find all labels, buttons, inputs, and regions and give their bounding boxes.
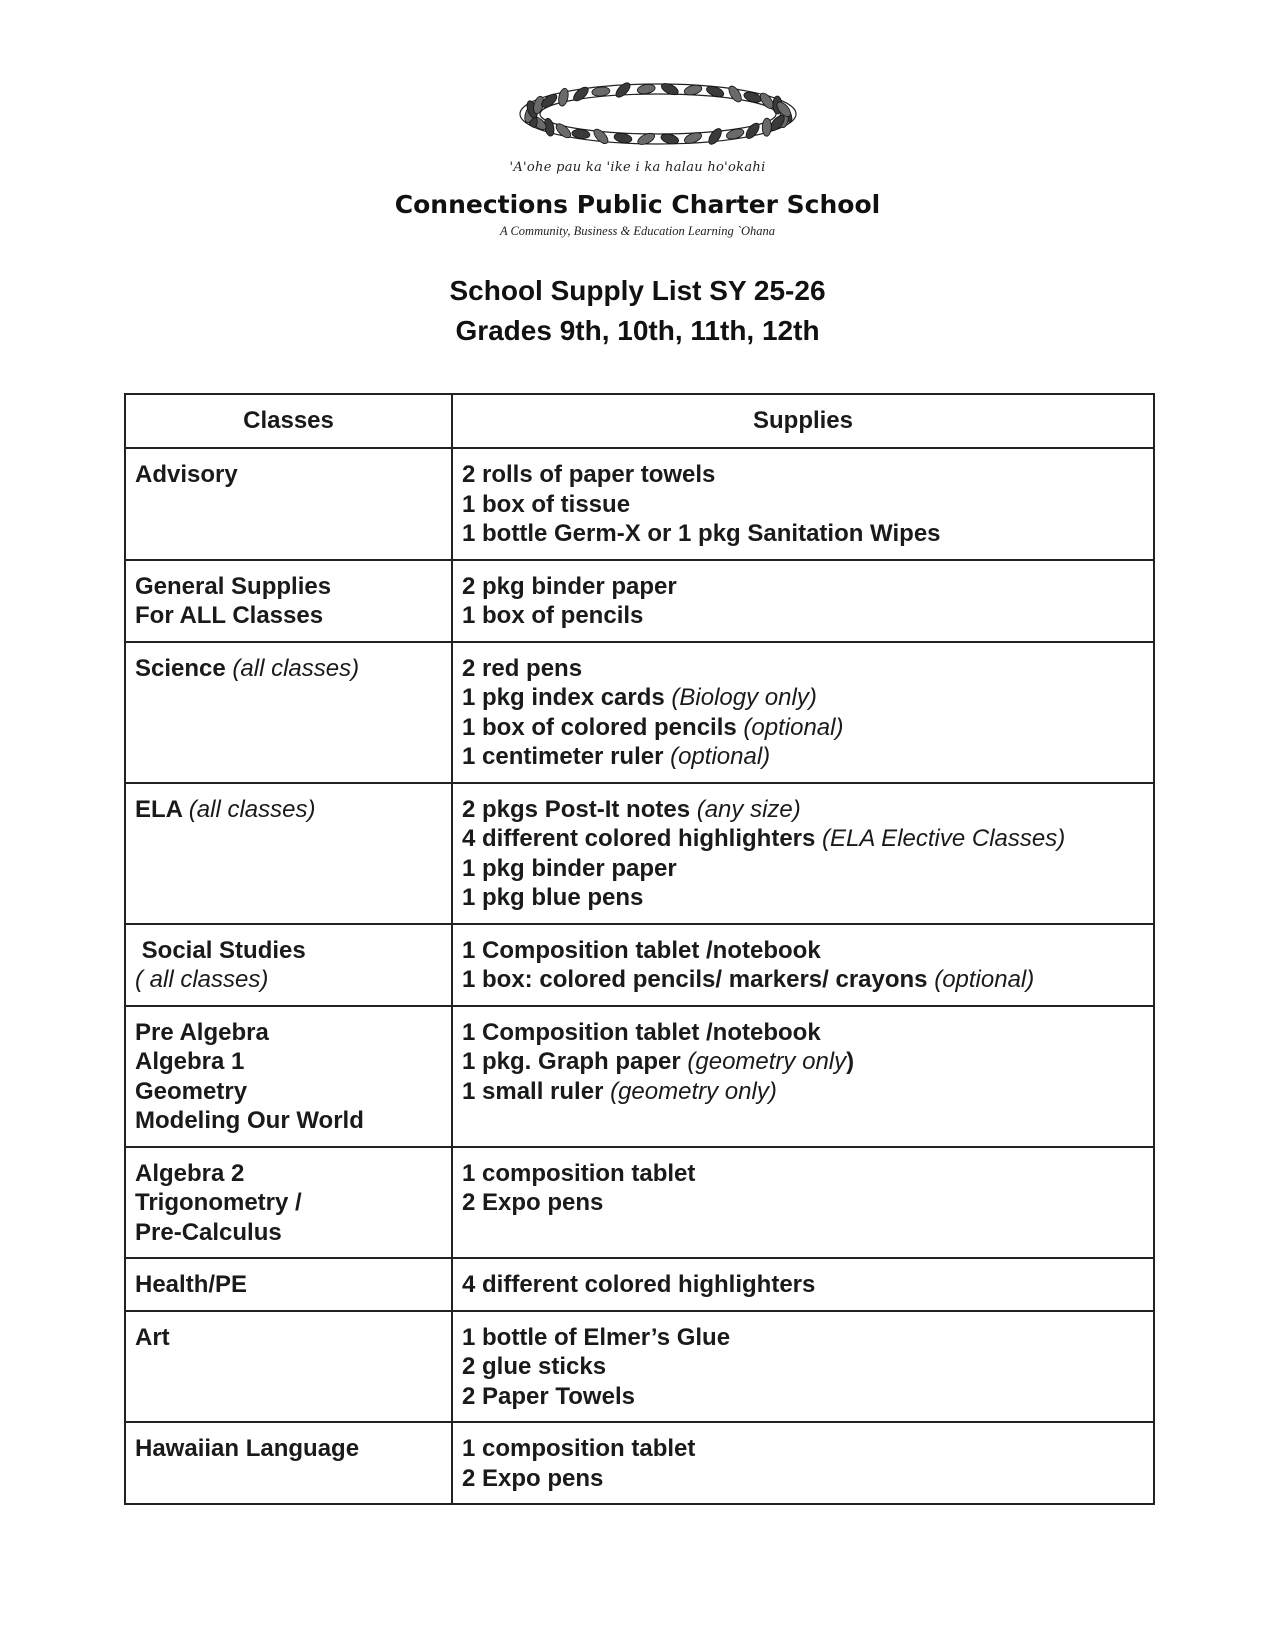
supplies-cell	[452, 924, 1154, 1006]
table-row	[125, 642, 1154, 783]
class-line-text: Advisory	[135, 461, 238, 488]
supplies-cell	[452, 560, 1154, 642]
class-line	[135, 1270, 442, 1300]
wreath-leaf	[557, 87, 570, 106]
table-row	[125, 1422, 1154, 1504]
supply-line-text: 1 pkg index cards	[462, 684, 665, 711]
supplies-cell	[452, 642, 1154, 783]
supply-line-text: 2 Expo pens	[462, 1464, 604, 1492]
supply-line	[462, 460, 1144, 490]
class-line-text: Art	[135, 1323, 170, 1351]
supply-line-text: 1 pkg blue pens	[462, 884, 644, 911]
class-line-note: ( all classes)	[135, 966, 269, 993]
class-line	[135, 1047, 442, 1077]
class-cell	[125, 642, 452, 783]
class-line	[135, 460, 442, 490]
supply-line-text: 4 different colored highlighters	[462, 1271, 816, 1298]
class-line	[135, 1434, 442, 1464]
supply-line	[462, 795, 1144, 825]
class-line	[135, 965, 442, 995]
table-row	[125, 560, 1154, 642]
class-line-note: (all classes)	[188, 795, 316, 823]
supply-line-text: 1 box: colored pencils/ markers/ crayons	[462, 966, 928, 993]
school-tagline: A Community, Business & Education Learning `Ohana	[499, 224, 776, 238]
wreath-leaf	[725, 127, 745, 141]
wreath-leaf	[591, 127, 610, 146]
column-header-supplies: Supplies	[452, 394, 1154, 448]
supply-line-text: 4 different colored highlighters	[462, 825, 816, 852]
supply-line	[462, 1434, 1144, 1464]
supply-line	[462, 654, 1144, 684]
supplies-cell	[452, 1422, 1154, 1504]
supply-line	[462, 1047, 1144, 1077]
supply-line-tail: )	[846, 1048, 855, 1075]
supply-line	[462, 1077, 1144, 1107]
class-line	[135, 572, 442, 602]
supply-line	[462, 713, 1144, 743]
class-line-text: Trigonometry /	[135, 1189, 302, 1216]
supply-line-text: 1 Composition tablet /notebook	[462, 936, 821, 964]
class-cell	[125, 1006, 452, 1147]
class-line-text: Science	[135, 654, 226, 682]
wreath-leaf	[726, 84, 743, 104]
supply-line	[462, 1188, 1144, 1218]
supplies-cell	[452, 1147, 1154, 1259]
class-line	[135, 654, 442, 684]
wreath-leaf	[614, 80, 633, 99]
supply-line-text: 2 pkg binder paper	[462, 572, 677, 600]
class-cell	[125, 560, 452, 642]
class-cell	[125, 1422, 452, 1504]
supplies-cell	[452, 1006, 1154, 1147]
class-line-text: Health/PE	[135, 1271, 248, 1298]
table-row	[125, 924, 1154, 1006]
class-line-text: Modeling Our World	[135, 1107, 364, 1134]
class-cell	[125, 1147, 452, 1259]
table-row	[125, 1147, 1154, 1259]
class-line-text: Social Studies	[135, 936, 306, 964]
wreath-leaf	[743, 90, 763, 104]
supply-line-text: 1 centimeter ruler	[462, 743, 664, 770]
class-line-text: Pre-Calculus	[135, 1218, 282, 1246]
supply-line-note: (ELA Elective Classes)	[822, 825, 1066, 852]
supply-line	[462, 965, 1144, 995]
class-line-text: Algebra 1	[135, 1048, 245, 1075]
supply-line	[462, 1159, 1144, 1189]
supply-line	[462, 1018, 1144, 1048]
class-line-note: (all classes)	[232, 654, 360, 682]
school-motto: 'A'ohe pau ka 'ike i ka halau ho'okahi	[509, 160, 766, 175]
supply-line	[462, 1382, 1144, 1412]
class-line	[135, 1077, 442, 1107]
supply-line-text: 1 pkg. Graph paper	[462, 1048, 681, 1075]
class-line-text: Algebra 2	[135, 1159, 245, 1187]
class-line-text: Geometry	[135, 1077, 248, 1105]
class-line-text: For ALL Classes	[135, 602, 324, 629]
supplies-cell	[452, 783, 1154, 924]
class-line-text: Hawaiian Language	[135, 1435, 360, 1462]
supply-line-text: 2 pkgs Post-It notes	[462, 795, 691, 823]
wreath-leaf	[683, 83, 703, 96]
supply-line	[462, 601, 1144, 631]
supply-line-text: 1 box of colored pencils	[462, 713, 737, 741]
supply-line-note: (geometry only)	[610, 1077, 777, 1105]
class-cell	[125, 1258, 452, 1311]
supply-line-text: 1 bottle of Elmer’s Glue	[462, 1323, 731, 1351]
supply-line-note: (geometry only	[687, 1048, 847, 1075]
supply-line	[462, 519, 1144, 549]
supply-line	[462, 572, 1144, 602]
class-cell	[125, 1311, 452, 1423]
supply-line-text: 1 bottle Germ-X or 1 pkg Sanitation Wipes	[462, 520, 941, 547]
supply-line	[462, 883, 1144, 913]
supply-line-note: (optional)	[743, 713, 844, 741]
school-name: Connections Public Charter School	[394, 190, 881, 219]
supply-line-text: 1 small ruler	[462, 1077, 604, 1105]
supply-line	[462, 1270, 1144, 1300]
supply-line	[462, 742, 1144, 772]
table-header-row	[125, 394, 1154, 448]
class-line	[135, 1159, 442, 1189]
document-subtitle: Grades 9th, 10th, 11th, 12th	[455, 315, 820, 346]
wreath-leaf	[637, 83, 656, 95]
column-header-classes: Classes	[125, 394, 452, 448]
supplies-cell	[452, 1258, 1154, 1311]
class-cell	[125, 924, 452, 1006]
supply-line-text: 2 Expo pens	[462, 1189, 604, 1216]
class-line	[135, 1323, 442, 1353]
class-line	[135, 795, 442, 825]
class-line	[135, 601, 442, 631]
supply-line	[462, 1323, 1144, 1353]
table-row	[125, 1258, 1154, 1311]
class-line	[135, 1188, 442, 1218]
supply-line	[462, 1352, 1144, 1382]
supply-line-text: 2 rolls of paper towels	[462, 461, 716, 488]
class-cell	[125, 783, 452, 924]
supply-line-text: 2 red pens	[462, 654, 583, 682]
class-cell	[125, 448, 452, 560]
supply-line-text: 1 pkg binder paper	[462, 854, 677, 882]
supply-line-text: 2 glue sticks	[462, 1353, 607, 1380]
class-line-text: Pre Algebra	[135, 1018, 269, 1046]
supply-line-note: (any size)	[696, 795, 801, 823]
class-line	[135, 1218, 442, 1248]
class-line	[135, 1106, 442, 1136]
wreath-leaf	[762, 118, 772, 136]
supply-line	[462, 490, 1144, 520]
supply-line	[462, 1464, 1144, 1494]
supply-line-note: (optional)	[934, 966, 1035, 993]
class-line	[135, 1018, 442, 1048]
table-row	[125, 1311, 1154, 1423]
document-title: School Supply List SY 25-26	[449, 275, 826, 306]
supply-line-text: 1 box of pencils	[462, 602, 644, 629]
supplies-cell	[452, 1311, 1154, 1423]
supply-line-text: 2 Paper Towels	[462, 1382, 635, 1410]
supply-line-text: 1 Composition tablet /notebook	[462, 1018, 821, 1046]
wreath-leaf	[706, 126, 724, 146]
supply-line	[462, 824, 1144, 854]
class-line-text: ELA	[135, 795, 183, 823]
supply-line-text: 1 box of tissue	[462, 490, 631, 518]
supply-line	[462, 936, 1144, 966]
table-row	[125, 783, 1154, 924]
supply-line-note: (Biology only)	[671, 684, 817, 711]
supplies-cell	[452, 448, 1154, 560]
class-line-text: General Supplies	[135, 572, 332, 600]
wreath-leaf	[571, 85, 590, 104]
supply-line-text: 1 composition tablet	[462, 1159, 696, 1187]
supply-line-note: (optional)	[670, 743, 771, 770]
supply-line-text: 1 composition tablet	[462, 1435, 696, 1462]
class-line	[135, 936, 442, 966]
supply-line	[462, 683, 1144, 713]
table-row	[125, 1006, 1154, 1147]
supply-line	[462, 854, 1144, 884]
table-row	[125, 448, 1154, 560]
supply-table	[124, 393, 1155, 1505]
